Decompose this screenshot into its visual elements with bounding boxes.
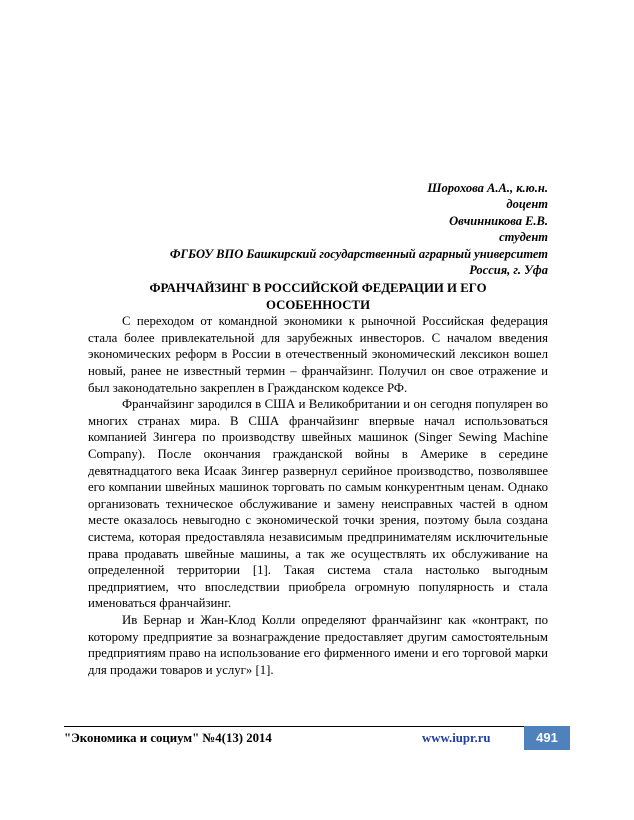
footer-divider	[64, 726, 570, 727]
footer-website-link[interactable]: www.iupr.ru	[422, 731, 491, 745]
title-line-1: ФРАНЧАЙЗИНГ В РОССИЙСКОЙ ФЕДЕРАЦИИ И ЕГО	[149, 281, 487, 296]
document-content	[88, 180, 548, 678]
page-title	[88, 280, 548, 313]
byline-line-2: доцент	[506, 197, 548, 212]
footer-page-number: 491	[524, 726, 570, 750]
paragraph-2: Франчайзинг зародился в США и Великобритании и он сегодня популярен во многих странах мира. В США франчайзинг впервые начал использоваться компанией Зингера по производству швейных машинок (Singer Sewing Machine Company). После окончания гражданской войны в Америке в середине девятнадцатого века Исаак Зингер развернул серийное производство, позволявшее его компании швейных машинок торговать по самым конкурентным ценам. Однако организовать техническое обслуживание и замену неисправных частей в одном месте оказалось невыгодно с экономической точки зрения, поэтому была создана система, которая предоставляла независимым предпринимателям исключительные права продавать швейные машины, а так же осуществлять их обслуживание на определенной территории [1]. Такая система стала настолько выгодным предприятием, что впоследствии приобрела огромную популярность и стала именоваться франчайзинг.	[88, 397, 548, 611]
byline-line-1: Шорохова А.А., к.ю.н.	[427, 181, 548, 195]
byline-line-6: Россия, г. Уфа	[469, 263, 548, 278]
author-byline	[88, 180, 548, 278]
page-footer	[0, 726, 634, 758]
byline-line-5: ФГБОУ ВПО Башкирский государственный аграрный университет	[169, 246, 548, 261]
footer-journal-title: "Экономика и социум" №4(13) 2014	[64, 731, 272, 745]
paragraph-3: Ив Бернар и Жан-Клод Колли определяют франчайзинг как «контракт, по которому предприятие за вознаграждение предоставляет другим самостоятельным предприятиям право на использование его фирменного имени и его торговой марки для продажи товаров и услуг» [1].	[88, 612, 548, 677]
byline-line-4: студент	[499, 230, 548, 245]
byline-line-3: Овчинникова Е.В.	[449, 213, 548, 228]
title-line-2: ОСОБЕННОСТИ	[265, 297, 371, 312]
paragraph-1: С переходом от командной экономики к рыночной Российская федерация стала более привлекательной для зарубежных инвесторов. С началом введения экономических реформ в России в отечественный экономический лексикон вошел новый, ранее не известный термин – франчайзинг. Получил он свое отражение и был законодательно закреплен в Гражданском кодексе РФ.	[88, 314, 548, 395]
